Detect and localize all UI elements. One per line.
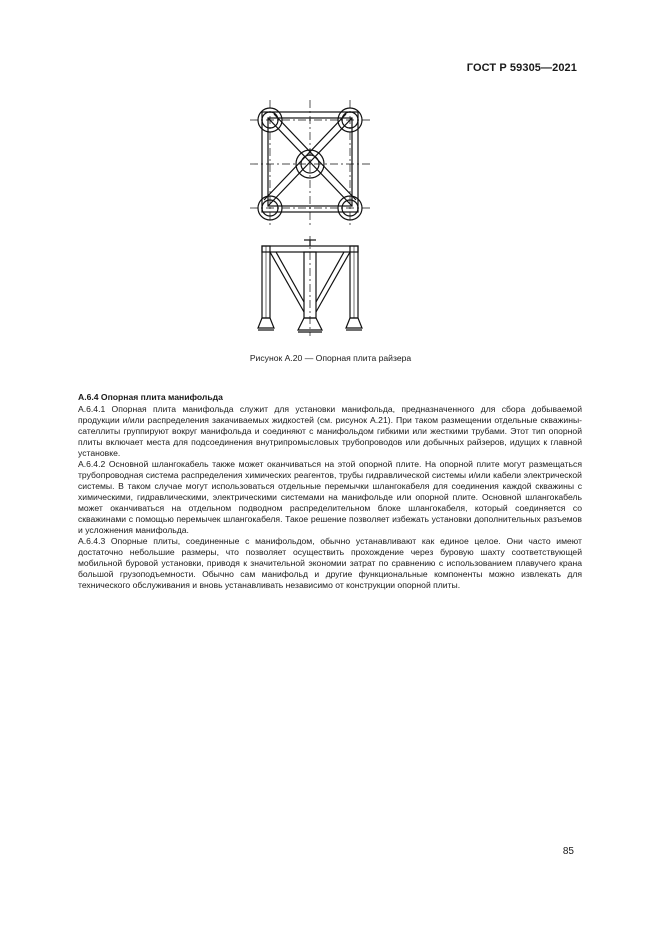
paragraph-a-6-4-2: А.6.4.2 Основной шлангокабель также может оканчиваться на этой опорной плите. На опорной плите могут размещаться трубопроводная система распределения химических реагентов, трубы гидравлической системы и/или кабели электрической системы. В таком случае могут использоваться отдельные перемычки шлангокабеля для соединения каждой скважины с химическими, гидравлическими, электрическими системами на манифольде или опорной плите. Основной шлангокабель может оканчиваться на отдельном подводном распределительном блоке шлангокабеля, который соединяется со скважинами с помощью перемычек шлангокабеля. Такое решение позволяет избежать установки дополнительных разъемов и усложнения манифольда.: [78, 459, 582, 535]
elevation-view: [258, 236, 362, 336]
section-title: А.6.4 Опорная плита манифольда: [78, 392, 223, 402]
plan-view: [250, 100, 370, 226]
paragraph-a-6-4-1: А.6.4.1 Опорная плита манифольда служит для установки манифольда, предназначенного для сбора добываемой продукции и/или распределения закачиваемых жидкостей (см. рисунок А.21). При таком размещении отдельные скважины-сателлиты группируют вокруг манифольда и соединяют с манифольдом гибкими или жесткими трубами. Этот тип опорной плиты включает места для подсоединения внутрипромысловых трубопроводов или добычных райзеров, идущих к главной установке.: [78, 404, 582, 458]
figure-caption: Рисунок А.20 — Опорная плита райзера: [249, 353, 412, 363]
document-header: ГОСТ Р 59305—2021: [466, 62, 577, 74]
section-a-6-4: [78, 392, 582, 591]
riser-base-drawing: [240, 96, 380, 336]
paragraph-a-6-4-3: А.6.4.3 Опорные плиты, соединенные с манифольдом, обычно устанавливают как единое целое. Они часто имеют достаточно небольшие размеры, что позволяет осуществить прохождение через буровую шахту соответствующей мобильной буровой установки, приводя к значительной экономии затрат по сравнению с использованием плавучего крана большой грузоподъемности. Обычно сам манифольд и другие функциональные компоненты можно извлекать для технического обслуживания и вновь устанавливать независимо от конструкции опорной плиты.: [78, 536, 582, 590]
page-number: 85: [562, 846, 574, 857]
